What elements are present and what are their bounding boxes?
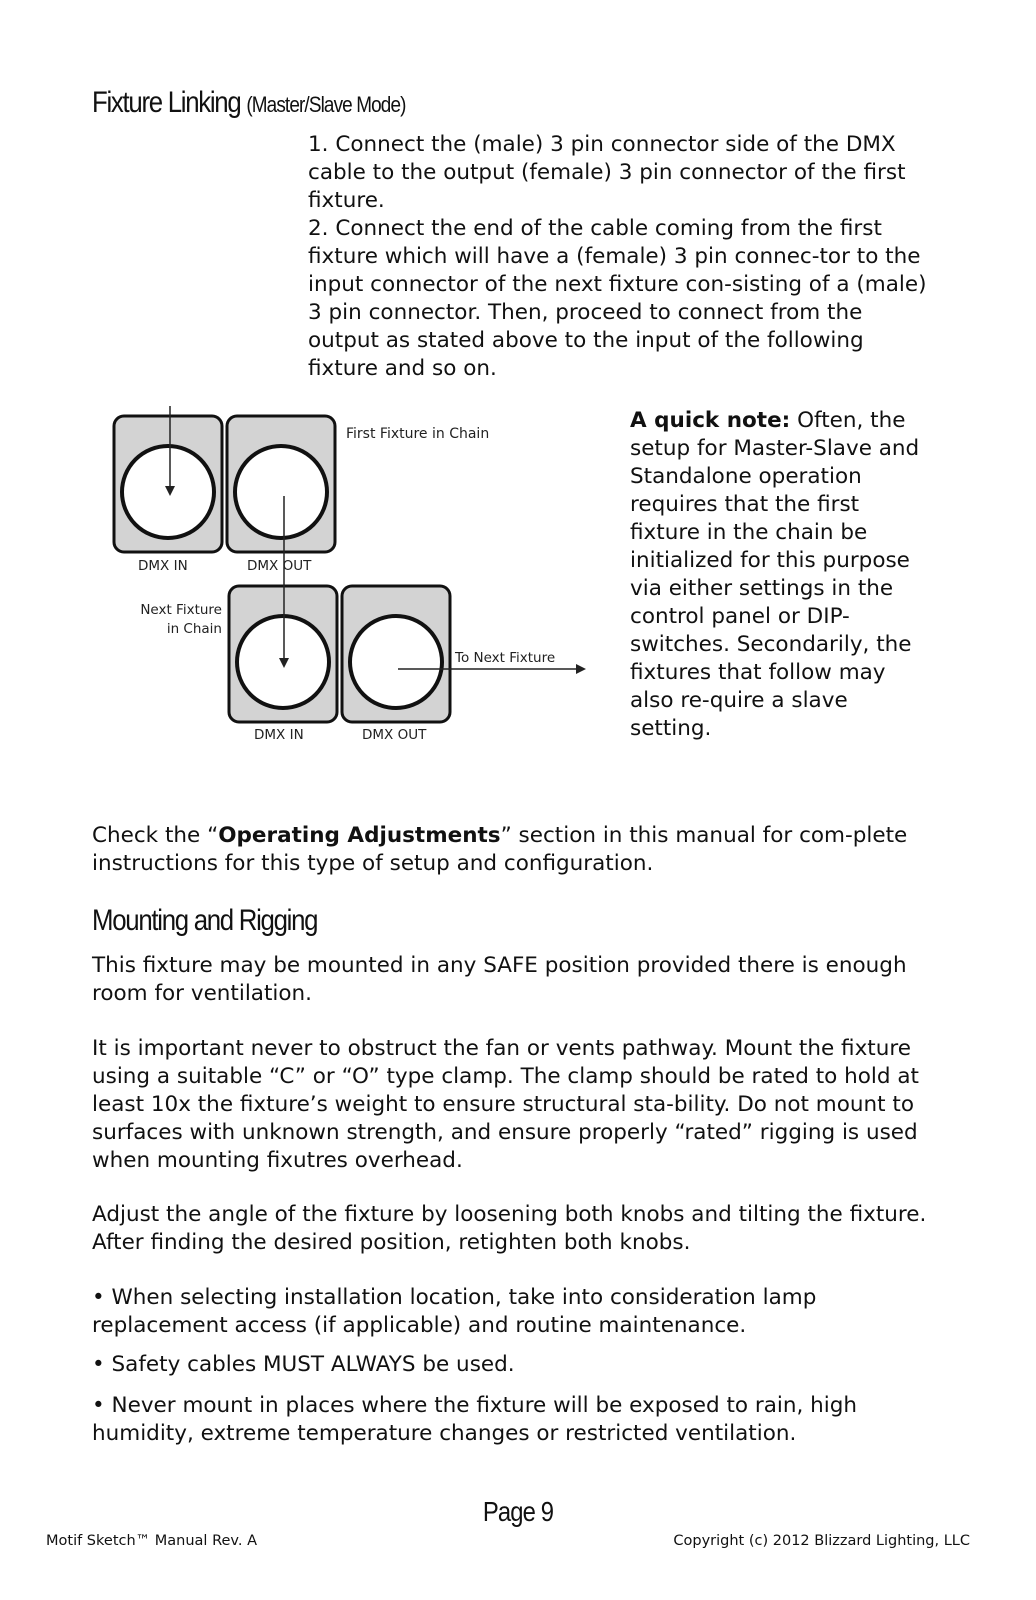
first-fixture-out-port	[235, 446, 327, 538]
quick-note-lead: A quick note:	[630, 408, 791, 433]
bullet-item: • Never mount in places where the fixture will be exposed to rain, high humidity, extreme temperature changes or restricted ventilation.	[92, 1393, 858, 1446]
quick-note	[630, 407, 930, 743]
step-1-text: 1. Connect the (male) 3 pin connector side of the DMX cable to the output (female) 3 pin connector of the first fixture.	[308, 132, 906, 213]
first-fixture-label: First Fixture in Chain	[346, 426, 490, 442]
mounting-paragraph-2: It is important never to obstruct the fan or vents pathway. Mount the fixture using a suitable “C” or “O” type clamp. The clamp should be rated to hold at least 10x the fixture’s weight to ensure structural sta-bility. Do not mount to surfaces with unknown strength, and ensure properly “rated” rigging is used when mounting fixutres overhead.	[92, 1036, 919, 1173]
section-heading-fixture-linking: Fixture Linking (Master/Slave Mode)	[92, 86, 406, 119]
next-fixture-in-port	[237, 616, 329, 708]
page-number: Page 9	[482, 1496, 554, 1527]
next-fixture-label-line2: in Chain	[166, 621, 222, 637]
bullet-item: • When selecting installation location, take into consideration lamp replacement access (if applicable) and routine maintenance.	[92, 1285, 817, 1338]
check-operating-adjustments: Check the “Operating Adjustments” section in this manual for com-plete instructions for this type of setup and configuration.	[92, 823, 908, 876]
quick-note-body: Often, the setup for Master-Slave and Standalone operation requires that the first fixture in the chain be initialized for this purpose via either settings in the control panel or DIP-switches. Secondarily, the fixtures that follow may also re-quire a slave setting.	[630, 408, 920, 741]
dmx-in-label-1: DMX IN	[138, 558, 188, 574]
section-heading-mounting: Mounting and Rigging	[92, 904, 318, 937]
to-next-fixture-label: To Next Fixture	[455, 650, 556, 666]
dmx-out-label-2: DMX OUT	[362, 727, 427, 743]
mounting-paragraph-1: This fixture may be mounted in any SAFE position provided there is enough room for ventilation.	[92, 953, 907, 1006]
dmx-out-label-1: DMX OUT	[247, 558, 312, 574]
footer-manual-title: Motif Sketch™ Manual Rev. A	[46, 1533, 258, 1549]
bullet-item: • Safety cables MUST ALWAYS be used.	[92, 1352, 515, 1377]
dmx-in-label-2: DMX IN	[254, 727, 304, 743]
operating-adjustments-ref: Operating Adjustments	[218, 823, 501, 848]
first-fixture-in-port	[122, 446, 214, 538]
mounting-paragraph-3: Adjust the angle of the fixture by loosening both knobs and tilting the fixture. After finding the desired position, retighten both knobs.	[92, 1202, 927, 1255]
step-2-text: 2. Connect the end of the cable coming from the first fixture which will have a (female) 3 pin connec-tor to the input connector of the next fixture con-sisting of a (male) 3 pin connector. Then, proceed to connect from the output as stated above to the input of the following fixture and so on.	[308, 216, 927, 381]
dmx-chain-diagram	[108, 404, 608, 774]
next-fixture-label-line1: Next Fixture	[140, 602, 222, 618]
footer-copyright: Copyright (c) 2012 Blizzard Lighting, LLC	[673, 1533, 970, 1549]
next-fixture-out-port	[350, 616, 442, 708]
